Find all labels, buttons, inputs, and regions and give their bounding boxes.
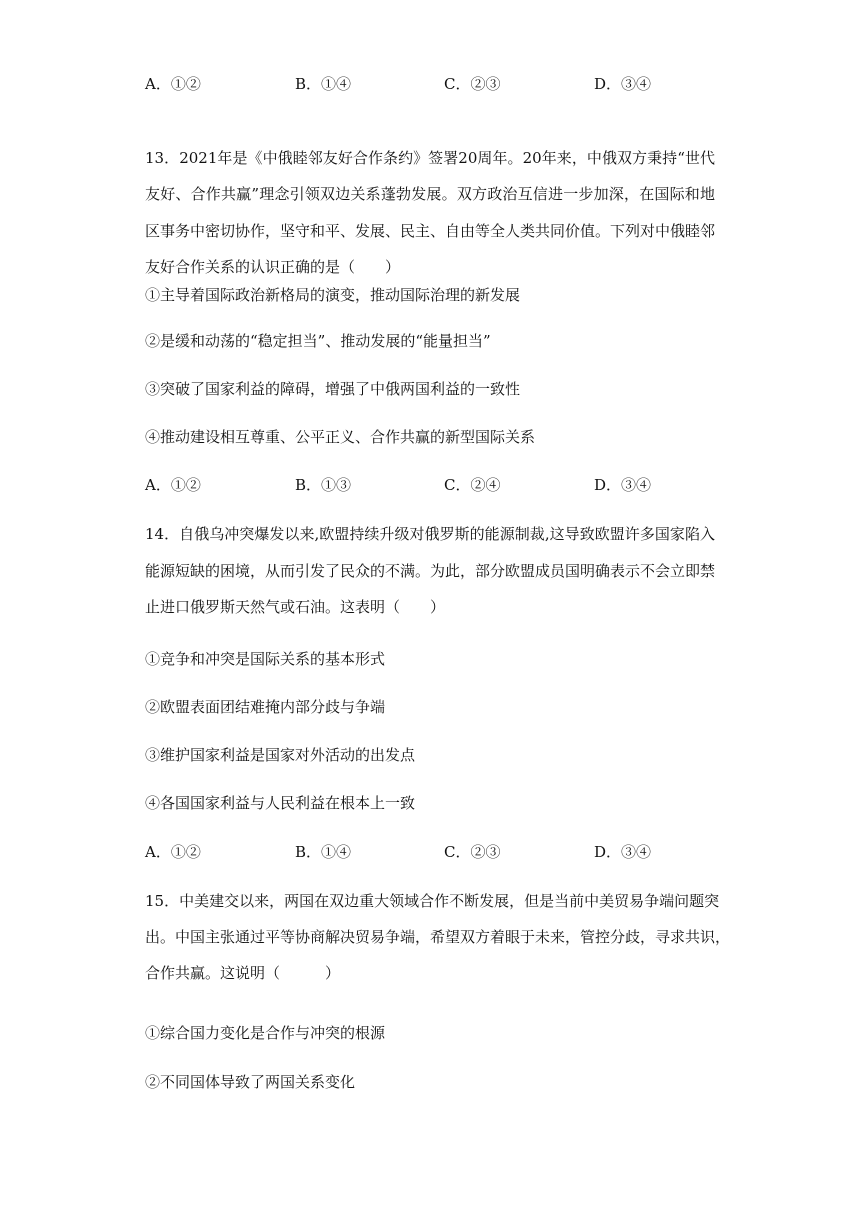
- q13-stem-line-3: 区事务中密切协作，坚守和平、发展、民主、自由等全人类共同价值。下列对中俄睦邻: [145, 222, 716, 240]
- q13-stem-line-1: 13．2021年是《中俄睦邻友好合作条约》签署20周年。20年来，中俄双方秉持“世代: [145, 149, 715, 167]
- q15-item-2: ②不同国体导致了两国关系变化: [145, 1073, 356, 1091]
- option-c[interactable]: C．②③: [444, 75, 501, 93]
- q14-stem-line-2: 能源短缺的困境，从而引发了民众的不满。为此，部分欧盟成员国明确表示不会立即禁: [145, 562, 716, 580]
- q14-item-3: ③维护国家利益是国家对外活动的出发点: [145, 746, 416, 764]
- q15-stem-line-1: 15．中美建交以来，两国在双边重大领域合作不断发展，但是当前中美贸易争端问题突: [145, 892, 720, 910]
- q13-stem-line-2: 友好、合作共赢”理念引领双边关系蓬勃发展。双方政治互信进一步加深，在国际和地: [145, 185, 715, 203]
- option-a[interactable]: A．①②: [145, 476, 201, 494]
- q14-item-1: ①竞争和冲突是国际关系的基本形式: [145, 650, 386, 668]
- option-d[interactable]: D．③④: [594, 843, 652, 861]
- option-c[interactable]: C．②④: [444, 476, 501, 494]
- option-b[interactable]: B．①④: [295, 843, 352, 861]
- option-a[interactable]: A．①②: [145, 843, 201, 861]
- option-c[interactable]: C．②③: [444, 843, 501, 861]
- option-d[interactable]: D．③④: [594, 75, 652, 93]
- q15-item-1: ①综合国力变化是合作与冲突的根源: [145, 1024, 386, 1042]
- q13-item-4: ④推动建设相互尊重、公平正义、合作共赢的新型国际关系: [145, 428, 536, 446]
- option-d[interactable]: D．③④: [594, 476, 652, 494]
- q15-stem-line-2: 出。中国主张通过平等协商解决贸易争端，希望双方着眼于未来，管控分歧，寻求共识，: [145, 928, 731, 946]
- q13-item-2: ②是缓和动荡的“稳定担当”、推动发展的“能量担当”: [145, 332, 491, 350]
- prev-question-options: [0, 74, 860, 94]
- q13-item-3: ③突破了国家利益的障碍，增强了中俄两国利益的一致性: [145, 380, 521, 398]
- option-b[interactable]: B．①③: [295, 476, 352, 494]
- q14-stem-line-1: 14．自俄乌冲突爆发以来,欧盟持续升级对俄罗斯的能源制裁,这导致欧盟许多国家陷入: [145, 525, 715, 543]
- q14-item-2: ②欧盟表面团结难掩内部分歧与争端: [145, 698, 386, 716]
- q13-options: [0, 475, 860, 495]
- q14-stem-line-3: 止进口俄罗斯天然气或石油。这表明（ ）: [145, 598, 446, 616]
- option-b[interactable]: B．①④: [295, 75, 352, 93]
- q14-options: [0, 842, 860, 862]
- q15-stem-line-3: 合作共赢。这说明（ ）: [145, 964, 341, 982]
- q13-item-1: ①主导着国际政治新格局的演变，推动国际治理的新发展: [145, 286, 521, 304]
- q14-item-4: ④各国国家利益与人民利益在根本上一致: [145, 794, 416, 812]
- q13-stem-line-4: 友好合作关系的认识正确的是（ ）: [145, 258, 401, 276]
- option-a[interactable]: A．①②: [145, 75, 201, 93]
